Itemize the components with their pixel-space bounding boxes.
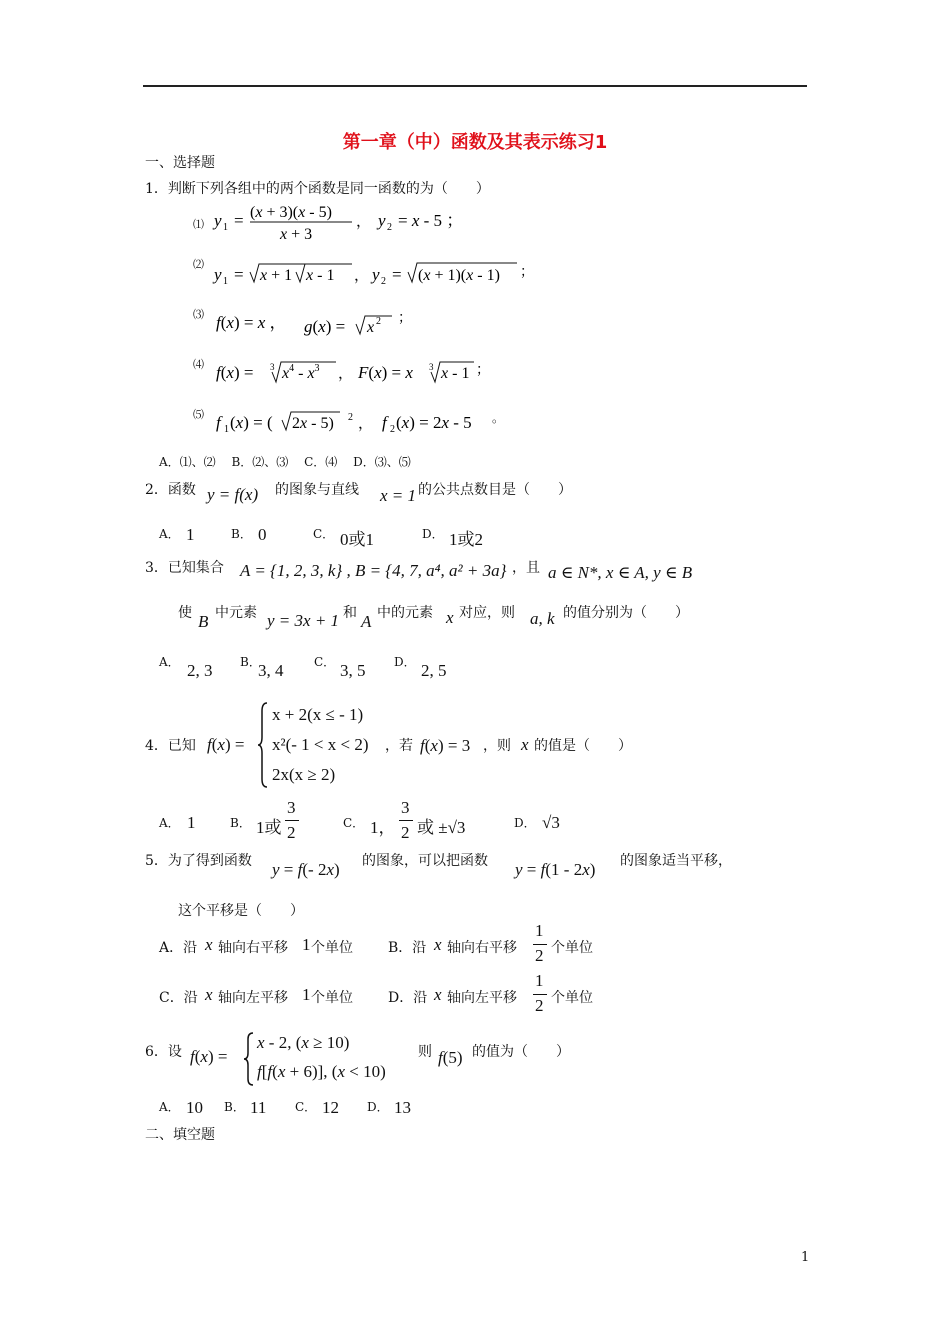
- svg-text:(x) = (: (x) = (: [230, 413, 273, 432]
- svg-text:f(x) = x ，: f(x) = x ，: [216, 313, 287, 332]
- q4-stem-b: ，若: [385, 738, 413, 754]
- q5-option-d-x: x: [434, 985, 442, 1004]
- q4-left-brace: [256, 701, 270, 789]
- q2-option-a-value: 1: [186, 525, 195, 544]
- svg-text:f: f: [382, 413, 387, 432]
- svg-text:1: 1: [223, 276, 228, 287]
- q4-case2: x²(- 1 < x < 2): [272, 735, 369, 754]
- q1-item5-formula: [212, 408, 512, 438]
- q4-fx: f(x) =: [207, 735, 245, 754]
- q3-option-a-label: A．: [159, 655, 180, 669]
- q2-option-d-value: 1或2: [449, 530, 483, 549]
- q4-option-c-label: C．: [343, 816, 365, 830]
- q5-expr2: y = f(1 - 2x): [515, 860, 596, 879]
- denominator: x + 3: [280, 226, 313, 240]
- q6-option-a-label: A．: [159, 1100, 180, 1114]
- q1-item4-number: ⑷: [193, 358, 204, 371]
- q6-option-b-label: B．: [224, 1100, 245, 1114]
- q4-option-b-frac-num: 3: [287, 798, 296, 817]
- q6-stem-a: 6．设: [145, 1044, 182, 1060]
- y1-symbol: y: [214, 211, 222, 230]
- svg-text:(x + 1)(x - 1): (x + 1)(x - 1): [418, 267, 500, 284]
- q2-option-d-label: D．: [422, 527, 444, 541]
- q5-option-b-c: 个单位: [551, 940, 593, 956]
- q4-option-c-value: 1，: [370, 818, 396, 837]
- svg-text:；: ；: [398, 311, 412, 326]
- comma: ，: [356, 214, 372, 230]
- q5-option-d-a: D．沿: [388, 990, 428, 1006]
- q4-stem-d: 的值是（ ）: [534, 738, 632, 754]
- svg-text:=: =: [234, 265, 244, 284]
- q5-option-a-n: 1: [302, 935, 311, 954]
- q3-line2-b: 中元素: [215, 605, 257, 621]
- q5-option-b-b: 轴向右平移: [447, 940, 517, 956]
- q5-option-a-c: 个单位: [311, 940, 353, 956]
- q2-option-c-label: C．: [313, 527, 335, 541]
- q3-expr-y: y = 3x + 1: [267, 611, 340, 630]
- q5-option-d-c: 个单位: [551, 990, 593, 1006]
- q3-option-c-value: 3, 5: [340, 661, 366, 680]
- q6-option-d-label: D．: [367, 1100, 389, 1114]
- q5-option-b-frac-bar: [533, 944, 547, 945]
- q3-line2-f: 的值分别为（ ）: [563, 605, 689, 621]
- svg-text:；: ；: [476, 363, 490, 378]
- svg-text:x - 1: x - 1: [306, 267, 335, 284]
- q4-option-c-frac-num: 3: [401, 798, 410, 817]
- svg-text:2x - 5): 2x - 5): [292, 415, 334, 432]
- svg-text:1: 1: [224, 424, 229, 435]
- q1-item1-formula: [212, 200, 482, 240]
- q3-ak: a, k: [530, 609, 555, 628]
- q4-stem-c: ，则: [483, 738, 511, 754]
- q1-stem: 1．判断下列各组中的两个函数是同一函数的为（ ）: [145, 181, 490, 197]
- q3-line2-e: 对应，则: [459, 605, 515, 621]
- svg-text:y: y: [372, 265, 380, 284]
- q5-option-b-frac-num: 1: [535, 921, 544, 940]
- svg-text:。: 。: [492, 411, 505, 425]
- q2-expr-y-fx: y = f(x): [207, 485, 259, 504]
- q3-option-b-value: 3, 4: [258, 661, 284, 680]
- q5-stem-b: 的图象，可以把函数: [362, 853, 488, 869]
- svg-text:F(x) = x: F(x) = x: [358, 363, 413, 382]
- svg-text:y: y: [214, 265, 222, 284]
- q5-option-c-a: C．沿: [159, 990, 198, 1006]
- q5-option-c-b: 轴向左平移: [218, 990, 288, 1006]
- q1-item1-number: ⑴: [193, 218, 204, 231]
- q4-stem-a: 4．已知: [145, 738, 196, 754]
- svg-text:2: 2: [376, 316, 381, 327]
- y2-symbol: y: [378, 211, 386, 230]
- q4-case3: 2x(x ≥ 2): [272, 765, 336, 784]
- q6-stem-b: 则: [418, 1044, 432, 1060]
- q5-option-a-b: 轴向右平移: [218, 940, 288, 956]
- q4-option-a-label: A．: [159, 816, 180, 830]
- svg-text:2: 2: [381, 276, 386, 287]
- q4-option-c-frac-den: 2: [401, 823, 410, 842]
- q1-item4-formula: [212, 358, 512, 388]
- q2-expr-x-1: x = 1: [380, 486, 417, 505]
- svg-text:，: ，: [338, 366, 354, 382]
- q3-x-symbol: x: [446, 608, 454, 627]
- q3-set-b-symbol: B: [198, 612, 209, 631]
- q1-item3-number: ⑶: [193, 308, 204, 321]
- q5-stem-c: 的图象适当平移，: [620, 853, 732, 869]
- page-title: 第一章（中）函数及其表示练习1: [342, 132, 608, 153]
- svg-text:f: f: [216, 413, 221, 432]
- svg-text:3: 3: [270, 362, 275, 372]
- svg-text:3: 3: [429, 362, 434, 372]
- q5-stem-a: 5．为了得到函数: [145, 853, 252, 869]
- q3-line2-c: 和: [343, 605, 357, 621]
- q5-option-a-a: A．沿: [159, 940, 198, 956]
- q5-option-b-x: x: [434, 935, 442, 954]
- q5-option-c-n: 1: [302, 985, 311, 1004]
- q4-option-d-label: D．: [514, 816, 536, 830]
- svg-text:；: ；: [520, 265, 534, 280]
- q6-left-brace: [242, 1031, 256, 1087]
- section-heading-fill: 二、填空题: [145, 1127, 215, 1143]
- q2-option-a-label: A．: [159, 527, 180, 541]
- q4-case1: x + 2(x ≤ - 1): [272, 705, 364, 724]
- svg-text:2: 2: [390, 424, 395, 435]
- svg-text:x4 - x3: $x^4 - x^3$: [282, 363, 320, 382]
- q6-option-a-value: 10: [186, 1098, 203, 1117]
- q1-item5-number: ⑸: [193, 408, 204, 421]
- q6-f5: f(5): [438, 1048, 463, 1067]
- q6-option-c-value: 12: [322, 1098, 339, 1117]
- svg-text:，: ，: [358, 416, 374, 432]
- q3-option-c-label: C．: [314, 655, 336, 669]
- q1-item3-formula: [212, 308, 432, 338]
- q4-option-b-frac-bar: [285, 820, 299, 821]
- svg-text:x - 1: x - 1: [441, 365, 470, 382]
- q2-option-c-value: 0或1: [340, 530, 374, 549]
- page-number: 1: [801, 1250, 810, 1265]
- q2-stem-b: 的图象与直线: [275, 482, 359, 498]
- q3-stem-b: ，且: [512, 560, 540, 576]
- q3-set-a-symbol: A: [361, 612, 372, 631]
- q6-option-d-value: 13: [394, 1098, 411, 1117]
- q6-case1: x - 2, (x ≥ 10): [257, 1033, 350, 1052]
- svg-text:x: x: [367, 319, 375, 336]
- q6-option-b-value: 11: [250, 1098, 267, 1117]
- q1-item2-formula: [212, 260, 542, 290]
- svg-text:=: =: [392, 265, 402, 284]
- q5-option-d-frac-bar: [533, 994, 547, 995]
- q4-x-symbol: x: [521, 735, 529, 754]
- q2-option-b-label: B．: [231, 527, 252, 541]
- q3-line2-d: 中的元素: [377, 605, 433, 621]
- svg-text:2: 2: [348, 412, 353, 423]
- q5-option-b-frac-den: 2: [535, 946, 544, 965]
- section-heading-choice: 一、选择题: [145, 155, 215, 171]
- subscript-1: 1: [223, 222, 228, 233]
- q5-line2: 这个平移是（ ）: [178, 903, 304, 919]
- q4-option-a-value: 1: [187, 813, 196, 832]
- q1-item2-number: ⑵: [193, 258, 204, 271]
- q3-option-b-label: B．: [240, 655, 261, 669]
- q3-option-a-value: 2, 3: [187, 661, 213, 680]
- q3-stem-a: 3．已知集合: [145, 560, 224, 576]
- svg-text:g(x) =: g(x) =: [304, 317, 346, 336]
- q2-stem-a: 2．函数: [145, 482, 196, 498]
- q6-option-c-label: C．: [295, 1100, 317, 1114]
- q5-option-b-a: B．沿: [388, 940, 427, 956]
- q4-option-b-label: B．: [230, 816, 251, 830]
- q2-option-b-value: 0: [258, 525, 267, 544]
- q3-option-d-value: 2, 5: [421, 661, 447, 680]
- q6-case2: f[f(x + 6)], (x < 10): [257, 1062, 386, 1081]
- q3-line2-a: 使: [178, 605, 192, 621]
- q5-option-c-c: 个单位: [311, 990, 353, 1006]
- equals-sign: =: [234, 211, 244, 230]
- q4-option-b-value: 1或: [256, 818, 282, 837]
- q1-options: A．⑴、⑵ B．⑵、⑶ C．⑷ D．⑶、⑸: [159, 455, 411, 469]
- header-rule: [143, 85, 807, 87]
- q3-option-d-label: D．: [394, 655, 416, 669]
- svg-text:f(x) =: f(x) =: [216, 363, 254, 382]
- q5-option-a-x: x: [205, 935, 213, 954]
- q4-option-c-value2: 或 ±√3: [417, 818, 466, 837]
- q4-option-b-frac-den: 2: [287, 823, 296, 842]
- svg-text:(x) = 2x - 5: (x) = 2x - 5: [396, 413, 472, 432]
- q6-fx: f(x) =: [190, 1047, 228, 1066]
- q5-option-d-frac-num: 1: [535, 971, 544, 990]
- subscript-2: 2: [387, 222, 392, 233]
- rhs: = x - 5 ；: [398, 211, 464, 230]
- svg-text:，: ，: [354, 268, 370, 284]
- svg-text:x + 1: x + 1: [260, 267, 293, 284]
- q5-option-c-x: x: [205, 985, 213, 1004]
- q2-stem-c: 的公共点数目是（ ）: [418, 482, 572, 498]
- q4-condition: f(x) = 3: [420, 736, 471, 755]
- q6-stem-c: 的值为（ ）: [472, 1044, 570, 1060]
- q5-option-d-frac-den: 2: [535, 996, 544, 1015]
- q5-option-d-b: 轴向左平移: [447, 990, 517, 1006]
- q3-sets: A = {1, 2, 3, k} , B = {4, 7, a⁴, a² + 3a}: [240, 561, 507, 580]
- q3-condition: a ∈ N*, x ∈ A, y ∈ B: [548, 563, 693, 582]
- numerator: (x + 3)(x - 5): [250, 204, 332, 221]
- q5-expr1: y = f(- 2x): [272, 860, 340, 879]
- q4-option-c-frac-bar: [399, 820, 413, 821]
- q4-option-d-value: √3: [542, 813, 560, 832]
